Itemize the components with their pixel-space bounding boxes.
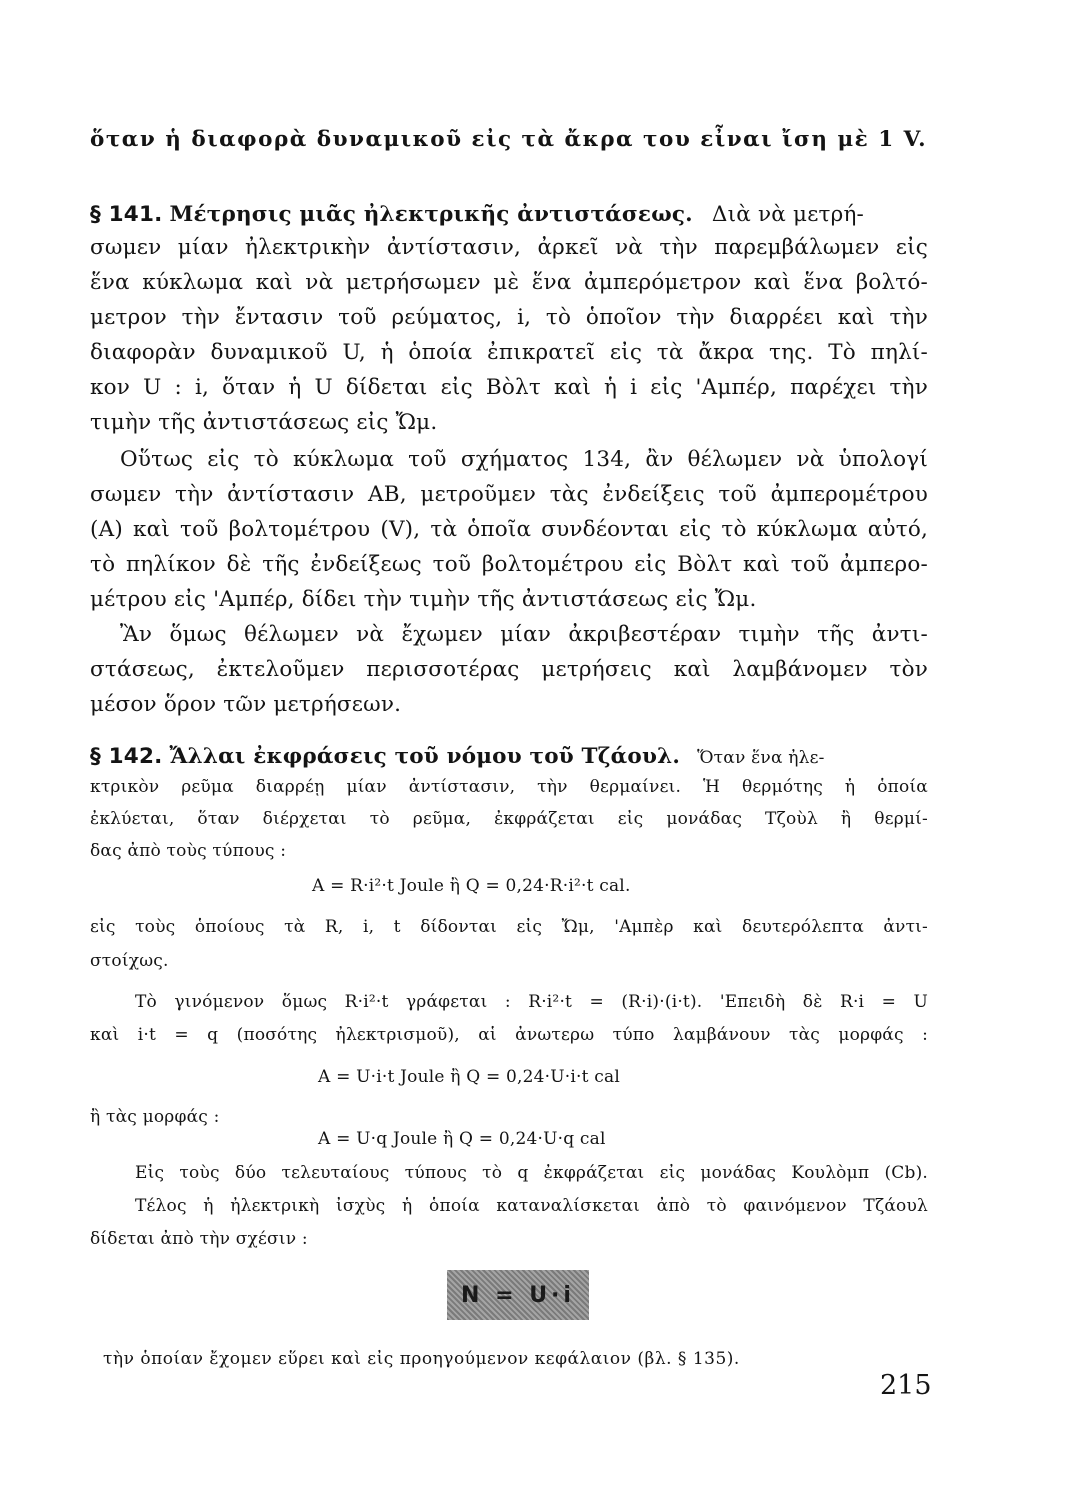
text-fragment: Ὅταν ἕνα ἠλε- bbox=[697, 748, 825, 768]
text-line: στάσεως, ἐκτελοῦμεν περισσοτέρας μετρήσεις καὶ λαμβάνομεν τὸν bbox=[90, 657, 928, 682]
page-number: 215 bbox=[880, 1370, 932, 1401]
text-line: ἕνα κύκλωμα καὶ νὰ μετρήσωμεν μὲ ἕνα ἀμπερόμετρον καὶ ἕνα βολτό- bbox=[90, 270, 928, 295]
text-line: στοίχως. bbox=[90, 951, 169, 971]
text-line: μέσον ὅρον τῶν μετρήσεων. bbox=[90, 692, 402, 717]
text-line: ὅταν ἡ διαφορὰ δυναμικοῦ εἰς τὰ ἄκρα του εἶναι ἴση μὲ 1 V. bbox=[90, 127, 928, 152]
section-number: § 141. bbox=[90, 202, 163, 227]
text-line: δας ἀπὸ τοὺς τύπους : bbox=[90, 841, 287, 861]
text-line: δίδεται ἀπὸ τὴν σχέσιν : bbox=[90, 1229, 308, 1249]
text-line: διαφορὰν δυναμικοῦ U, ἡ ὁποία ἐπικρατεῖ εἰς τὰ ἄκρα της. Τὸ πηλί- bbox=[90, 340, 928, 365]
section-number: § 142. bbox=[90, 744, 163, 769]
text-line: τιμὴν τῆς ἀντιστάσεως εἰς Ὤμ. bbox=[90, 410, 438, 435]
section-142-heading bbox=[90, 745, 928, 769]
text-line: τὸ πηλίκον δὲ τῆς ἐνδείξεως τοῦ βολτομέτρου εἰς Βὸλτ καὶ τοῦ ἀμπερο- bbox=[90, 552, 928, 577]
formula: A = R·i²·t Joule ἢ Q = 0,24·R·i²·t cal. bbox=[312, 876, 631, 896]
text-line: τὴν ὁποίαν ἔχομεν εὕρει καὶ εἰς προηγούμενον κεφάλαιον (βλ. § 135). bbox=[103, 1349, 740, 1369]
section-title: Μέτρησις μιᾶς ἠλεκτρικῆς ἀντιστάσεως. bbox=[169, 202, 693, 227]
text-line: Τὸ γινόμενον ὅμως R·i²·t γράφεται : R·i²·t = (R·i)·(i·t). 'Επειδὴ δὲ R·i = U bbox=[135, 992, 928, 1012]
boxed-formula-text: N = U·i bbox=[461, 1282, 575, 1308]
text-line: σωμεν τὴν ἀντίστασιν ΑΒ, μετροῦμεν τὰς ἐνδείξεις τοῦ ἀμπερομέτρου bbox=[90, 482, 928, 507]
text-line: κον U : i, ὅταν ἡ U δίδεται εἰς Βὸλτ καὶ ἡ i εἰς 'Αμπέρ, παρέχει τὴν bbox=[90, 375, 928, 400]
text-line: Εἰς τοὺς δύο τελευταίους τύπους τὸ q ἐκφράζεται εἰς μονάδας Κουλὸμπ (Cb). bbox=[135, 1163, 928, 1183]
text-line: Ἂν ὅμως θέλωμεν νὰ ἔχωμεν μίαν ἀκριβεστέραν τιμὴν τῆς ἀντι- bbox=[120, 622, 928, 647]
section-title: Ἄλλαι ἐκφράσεις τοῦ νόμου τοῦ Τζάουλ. bbox=[169, 744, 681, 769]
text-line: Οὕτως εἰς τὸ κύκλωμα τοῦ σχήματος 134, ἂν θέλωμεν νὰ ὑπολογί bbox=[120, 447, 928, 472]
text-line: (Α) καὶ τοῦ βολτομέτρου (V), τὰ ὁποῖα συνδέονται εἰς τὸ κύκλωμα αὐτό, bbox=[90, 517, 928, 542]
text-line: εἰς τοὺς ὁποίους τὰ R, i, t δίδονται εἰς Ὤμ, 'Αμπὲρ καὶ δευτερόλεπτα ἀντι- bbox=[90, 917, 928, 937]
boxed-formula bbox=[447, 1270, 589, 1320]
formula: A = U·q Joule ἢ Q = 0,24·U·q cal bbox=[318, 1129, 606, 1149]
text-line: κτρικὸν ρεῦμα διαρρέῃ μίαν ἀντίστασιν, τὴν θερμαίνει. Ἡ θερμότης ἡ ὁποία bbox=[90, 777, 928, 797]
text-line: ἢ τὰς μορφάς : bbox=[90, 1107, 220, 1127]
text-line: καὶ i·t = q (ποσότης ἠλεκτρισμοῦ), αἱ ἀνωτερω τύπο λαμβάνουν τὰς μορφάς : bbox=[90, 1025, 928, 1045]
text-line: μέτρου εἰς 'Αμπέρ, δίδει τὴν τιμὴν τῆς ἀντιστάσεως εἰς Ὤμ. bbox=[90, 587, 757, 612]
text-line: μετρον τὴν ἔντασιν τοῦ ρεύματος, i, τὸ ὁποῖον τὴν διαρρέει καὶ τὴν bbox=[90, 305, 928, 330]
section-141-heading bbox=[90, 203, 928, 227]
text-line: Τέλος ἡ ἠλεκτρικὴ ἰσχὺς ἡ ὁποία καταναλίσκεται ἀπὸ τὸ φαινόμενον Τζάουλ bbox=[135, 1196, 928, 1216]
formula: A = U·i·t Joule ἢ Q = 0,24·U·i·t cal bbox=[318, 1067, 620, 1087]
text-line: σωμεν μίαν ἠλεκτρικὴν ἀντίστασιν, ἀρκεῖ νὰ τὴν παρεμβάλωμεν εἰς bbox=[90, 235, 928, 260]
text-fragment: Διὰ νὰ μετρή- bbox=[711, 202, 865, 227]
text-line: ἐκλύεται, ὅταν διέρχεται τὸ ρεῦμα, ἐκφράζεται εἰς μονάδας Τζοὺλ ἢ θερμί- bbox=[90, 809, 928, 829]
